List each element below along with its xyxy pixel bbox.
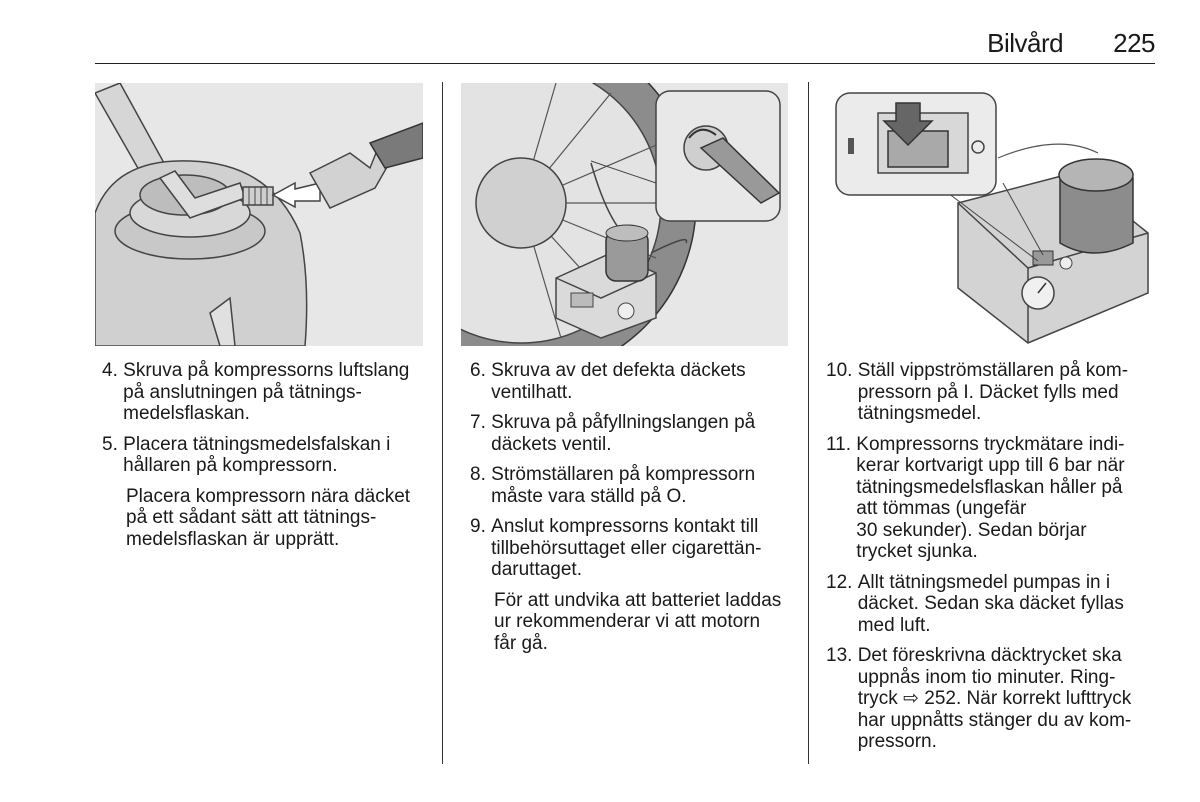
step-number: 8. bbox=[470, 464, 486, 485]
step-number: 9. bbox=[470, 516, 486, 537]
note-text-line: på ett sådant sätt att tätnings- bbox=[126, 507, 377, 528]
step-note bbox=[102, 486, 432, 551]
step-number: 10. bbox=[826, 360, 853, 381]
note-text-line: Placera kompressorn nära däcket bbox=[126, 485, 411, 507]
step-text-line: tätningsmedel. bbox=[857, 403, 982, 424]
step-number: 6. bbox=[470, 360, 486, 381]
step-text-line: ventilhatt. bbox=[491, 381, 573, 403]
step-text-line: hållaren på kompressorn. bbox=[123, 455, 338, 476]
note-text-line: För att undvika att batteriet laddas bbox=[494, 589, 782, 611]
step-8 bbox=[470, 464, 795, 507]
step-text-line: daruttaget. bbox=[491, 559, 582, 580]
step-note bbox=[470, 590, 795, 655]
step-text-line: på anslutningen på tätnings- bbox=[123, 381, 362, 403]
step-9 bbox=[470, 516, 795, 581]
step-4 bbox=[102, 360, 432, 425]
step-text-line: däckets ventil. bbox=[491, 433, 612, 455]
step-number: 11. bbox=[826, 433, 852, 455]
step-text-line: Skruva av det defekta däckets bbox=[491, 360, 746, 381]
step-text-line: Placera tätningsmedelsfalskan i bbox=[123, 433, 391, 455]
text-column-2 bbox=[470, 360, 795, 663]
step-text-line: Ställ vippströmställaren på kom- bbox=[857, 360, 1129, 381]
step-text-line: tillbehörsuttaget eller cigarettän- bbox=[491, 537, 762, 559]
page-number: 225 bbox=[1113, 28, 1155, 58]
step-text-line: trycket sjunka. bbox=[856, 541, 978, 562]
step-text-line: pressorn på I. Däcket fylls med bbox=[857, 381, 1119, 403]
note-text-line: ur rekommenderar vi att motorn bbox=[494, 611, 761, 632]
column-divider bbox=[808, 82, 809, 764]
text-column-1 bbox=[102, 360, 432, 559]
step-text-line: Kompressorns tryckmätare indi- bbox=[856, 433, 1125, 455]
wheel-valve-compressor-illustration bbox=[461, 83, 788, 346]
step-number: 12. bbox=[826, 571, 853, 593]
note-text-line: medelsflaskan är upprätt. bbox=[126, 528, 340, 550]
compressor-switch-illustration bbox=[828, 83, 1155, 346]
step-number: 13. bbox=[826, 645, 853, 666]
running-header bbox=[987, 28, 1155, 59]
step-text-line: Skruva på påfyllningslangen på bbox=[491, 412, 756, 433]
step-text-line: med luft. bbox=[857, 614, 931, 636]
step-text-line: Anslut kompressorns kontakt till bbox=[491, 516, 759, 537]
step-text-line: medelsflaskan. bbox=[123, 403, 250, 424]
step-text-line: uppnås inom tio minuter. Ring- bbox=[857, 666, 1116, 688]
section-title: Bilvård bbox=[987, 28, 1064, 58]
step-text-line: däcket. Sedan ska däcket fyllas bbox=[857, 593, 1124, 614]
sealant-bottle-hose-illustration bbox=[95, 83, 423, 346]
step-text-line: Allt tätningsmedel pumpas in i bbox=[857, 571, 1111, 593]
step-number: 4. bbox=[102, 360, 118, 381]
column-divider bbox=[442, 82, 443, 764]
step-text-line: Det föreskrivna däcktrycket ska bbox=[857, 645, 1122, 666]
step-11 bbox=[826, 434, 1158, 563]
step-text-line: Skruva på kompressorns luftslang bbox=[123, 360, 410, 381]
step-6 bbox=[470, 360, 795, 403]
step-text-line: måste vara ställd på O. bbox=[491, 485, 687, 507]
step-number: 7. bbox=[470, 412, 486, 433]
step-text-line: att tömmas (ungefär bbox=[856, 498, 1027, 519]
step-text-line: tätningsmedelsflaskan håller på bbox=[856, 476, 1123, 498]
page-reference-link[interactable]: tryck ⇨ 252. När korrekt lufttryck bbox=[857, 688, 1132, 709]
text-column-3 bbox=[826, 360, 1158, 762]
step-text-line: Strömställaren på kompressorn bbox=[491, 464, 756, 485]
note-text-line: får gå. bbox=[494, 632, 548, 654]
step-10 bbox=[826, 360, 1158, 425]
step-13 bbox=[826, 645, 1158, 753]
step-text-line: har uppnåtts stänger du av kom- bbox=[857, 709, 1132, 731]
step-5 bbox=[102, 434, 432, 477]
step-7 bbox=[470, 412, 795, 455]
step-12 bbox=[826, 572, 1158, 637]
step-number: 5. bbox=[102, 433, 118, 455]
step-text-line: kerar kortvarigt upp till 6 bar när bbox=[856, 455, 1125, 476]
step-text-line: pressorn. bbox=[857, 731, 937, 752]
step-text-line: 30 sekunder). Sedan börjar bbox=[856, 519, 1087, 541]
header-rule bbox=[95, 63, 1155, 64]
